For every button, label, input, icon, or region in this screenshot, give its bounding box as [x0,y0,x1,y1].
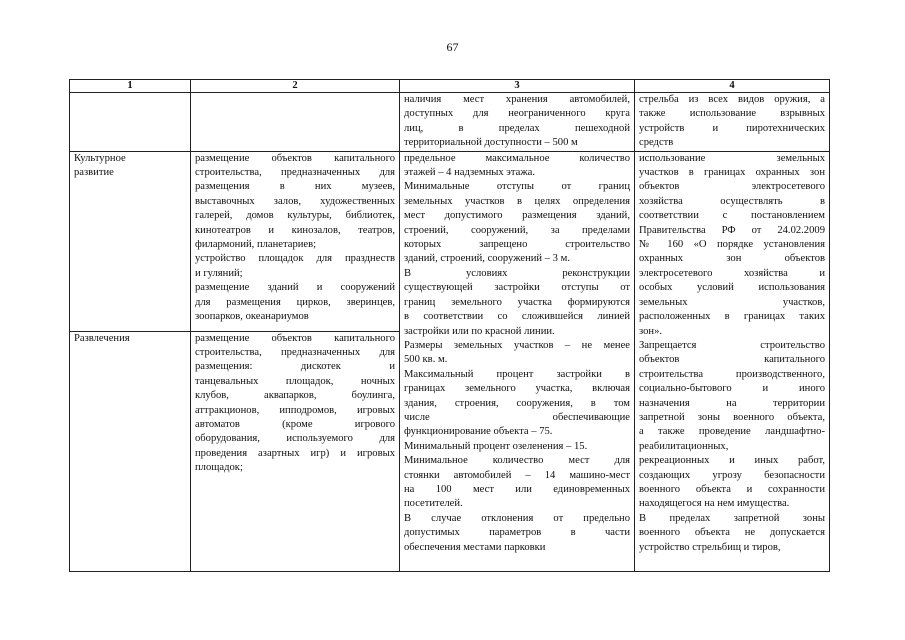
cell-text-line: Минимальное количество мест для [404,455,630,467]
header-cell-4: 4 [635,80,830,93]
cell-text-line: в соответствии со сложившейся линией [404,311,630,323]
cell-text-line: стоянки автомобилей – 14 машино-мест [404,469,630,481]
cell-text-line: функционирование объекта – 75. [404,426,553,438]
cell-text-line: этажей – 4 надземных этажа. [404,167,535,179]
cell-text-line: размещения в них музеев, [195,181,395,193]
cell-text-line: зон». [639,325,663,337]
cell-text-line: Минимальный процент озеленения – 15. [404,440,588,452]
cell-text-line: Максимальный процент застройки в [404,368,630,380]
cell-text-line: которых запрещено строительство [404,239,630,251]
cell-text-line: Культурное [74,152,126,164]
cell-text-line: Развлечения [74,332,130,344]
cell-text-line: охранных зон объектов [639,253,825,265]
cell-text-line: особых условий использования [639,282,825,294]
cell-text-line: размещение объектов капитального [195,332,395,344]
cell-text-line: расположенных в границах таких [639,311,825,323]
cell-text-line: назначения на территории [639,397,825,409]
cell-text-line: рекреационных и иных работ, [639,455,825,467]
cell-text-line: социально-бытового и иного [639,383,825,395]
cell-text-line: также использование взрывных [639,108,825,120]
cell-text-line: В случае отклонения от предельно [404,512,630,524]
cell-text-line: объектов электросетевого [639,181,825,193]
row0-restrictions-cell [635,93,830,152]
cell-text-line: строительства производственного, [639,368,825,380]
cell-text-line: здания, строения, сооружения, в том [404,397,630,409]
cell-text-line: устройств и пиротехнических [639,122,825,134]
cell-text-line: границах земельного участка, включая [404,383,630,395]
row2-use-type-cell [70,331,191,571]
cell-text-line: соответствии с постановлением [639,210,825,222]
zoning-regulations-table [69,79,830,572]
table-row-culture [70,151,830,331]
row0-parameters-cell [400,93,635,152]
cell-text-line: № 160 «О порядке установления [639,239,825,251]
cell-text-line: 500 кв. м. [404,354,448,366]
row1-parameters-cell [400,151,635,571]
cell-text-line: и гуляний; [195,267,243,279]
cell-text-line: наличия мест хранения автомобилей, [404,94,630,105]
cell-text-line: военного объекта не допускается [639,527,825,539]
cell-text-line: территориальной доступности – 500 м [404,137,578,149]
cell-text-line: использование земельных [639,152,825,164]
cell-text-line: В условиях реконструкции [404,267,630,279]
table-row-continuation [70,93,830,152]
cell-text-line: находящегося на нем имущества. [639,498,790,510]
row2-permitted-use-cell [191,331,400,571]
cell-text-line: земельных участков в целях определения [404,195,630,207]
cell-text-line: земельных участков, [639,296,825,308]
cell-text-line: числе обеспечивающие [404,411,630,423]
cell-text-line: стрельба из всех видов оружия, а [639,94,825,105]
cell-text-line: устройство площадок для празднеств [195,253,395,265]
cell-text-line: зданий, строений, сооружений – 3 м. [404,253,570,265]
page-number: 67 [446,40,459,54]
table-header-row [70,80,830,93]
cell-text-line: границ земельного участка формируются [404,296,630,308]
header-cell-3: 3 [400,80,635,93]
row1-use-type-cell [70,151,191,331]
cell-text-line: размещения: дискотек и [195,361,395,373]
cell-text-line: автоматов (кроме игрового [195,419,395,431]
cell-text-line: средств [639,137,674,149]
cell-text-line: площадок; [195,462,243,474]
cell-text-line: предельное максимальное количество [404,152,630,164]
cell-text-line: создающих угрозу безопасности [639,469,825,481]
cell-text-line: участков в границах охранных зон [639,167,825,179]
cell-text-line: для размещения цирков, зверинцев, [195,296,395,308]
cell-text-line: допустимых параметров в части [404,527,630,539]
cell-text-line: филармоний, планетариев; [195,239,317,251]
cell-text-line: Правительства РФ от 24.02.2009 [639,224,825,236]
cell-text-line: проведения азартных игр) и игровых [195,447,395,459]
cell-text-line: реабилитационных, [639,440,729,452]
cell-text-line: клубов, аквапарков, боулинга, [195,390,395,402]
cell-text-line: запретной зоны военного объекта, [639,411,825,423]
cell-text-line: существующей застройки отступы от [404,282,630,294]
row0-use-type-cell [70,93,191,152]
cell-text-line: аттракционов, ипподромов, игровых [195,404,395,416]
cell-text-line: размещение зданий и сооружений [195,282,395,294]
cell-text-line: застройки или по красной линии. [404,325,555,337]
cell-text-line: Запрещается строительство [639,339,825,351]
cell-text-line: танцевальных площадок, ночных [195,375,395,387]
cell-text-line: кинотеатров и кинозалов, театров, [195,224,395,236]
cell-text-line: электросетевого хозяйства и [639,267,825,279]
cell-text-line: выставочных залов, художественных [195,195,395,207]
cell-text-line: на 100 мест или единовременных [404,483,630,495]
cell-text-line: устройство стрельбищ и тиров, [639,541,781,553]
cell-text-line: Размеры земельных участков – не менее [404,339,630,351]
cell-text-line: В пределах запретной зоны [639,512,825,524]
cell-text-line: хозяйства осуществлять в [639,195,825,207]
cell-text-line: а также проведение ландшафтно- [639,426,825,438]
cell-text-line: Минимальные отступы от границ [404,181,630,193]
row0-permitted-use-cell [191,93,400,152]
cell-text-line: посетителей. [404,498,463,510]
cell-text-line: военного объекта и сохранности [639,483,825,495]
cell-text-line: строений, сооружений, за пределами [404,224,630,236]
cell-text-line: галерей, домов культуры, библиотек, [195,210,395,222]
row1-permitted-use-cell [191,151,400,331]
cell-text-line: мест допустимого размещения зданий, [404,210,630,222]
cell-text-line: строительства, предназначенных для [195,347,395,359]
cell-text-line: зоопарков, океанариумов [195,311,309,323]
header-cell-2: 2 [191,80,400,93]
cell-text-line: обеспечения местами парковки [404,541,546,553]
cell-text-line: лиц, в пределах пешеходной [404,122,630,134]
cell-text-line: оборудования, используемого для [195,433,395,445]
header-cell-1: 1 [70,80,191,93]
cell-text-line: размещение объектов капитального [195,152,395,164]
row1-restrictions-cell [635,151,830,571]
cell-text-line: доступных для неограниченного круга [404,108,630,120]
cell-text-line: строительства, предназначенных для [195,167,395,179]
cell-text-line: развитие [74,167,114,179]
cell-text-line: объектов капитального [639,354,825,366]
